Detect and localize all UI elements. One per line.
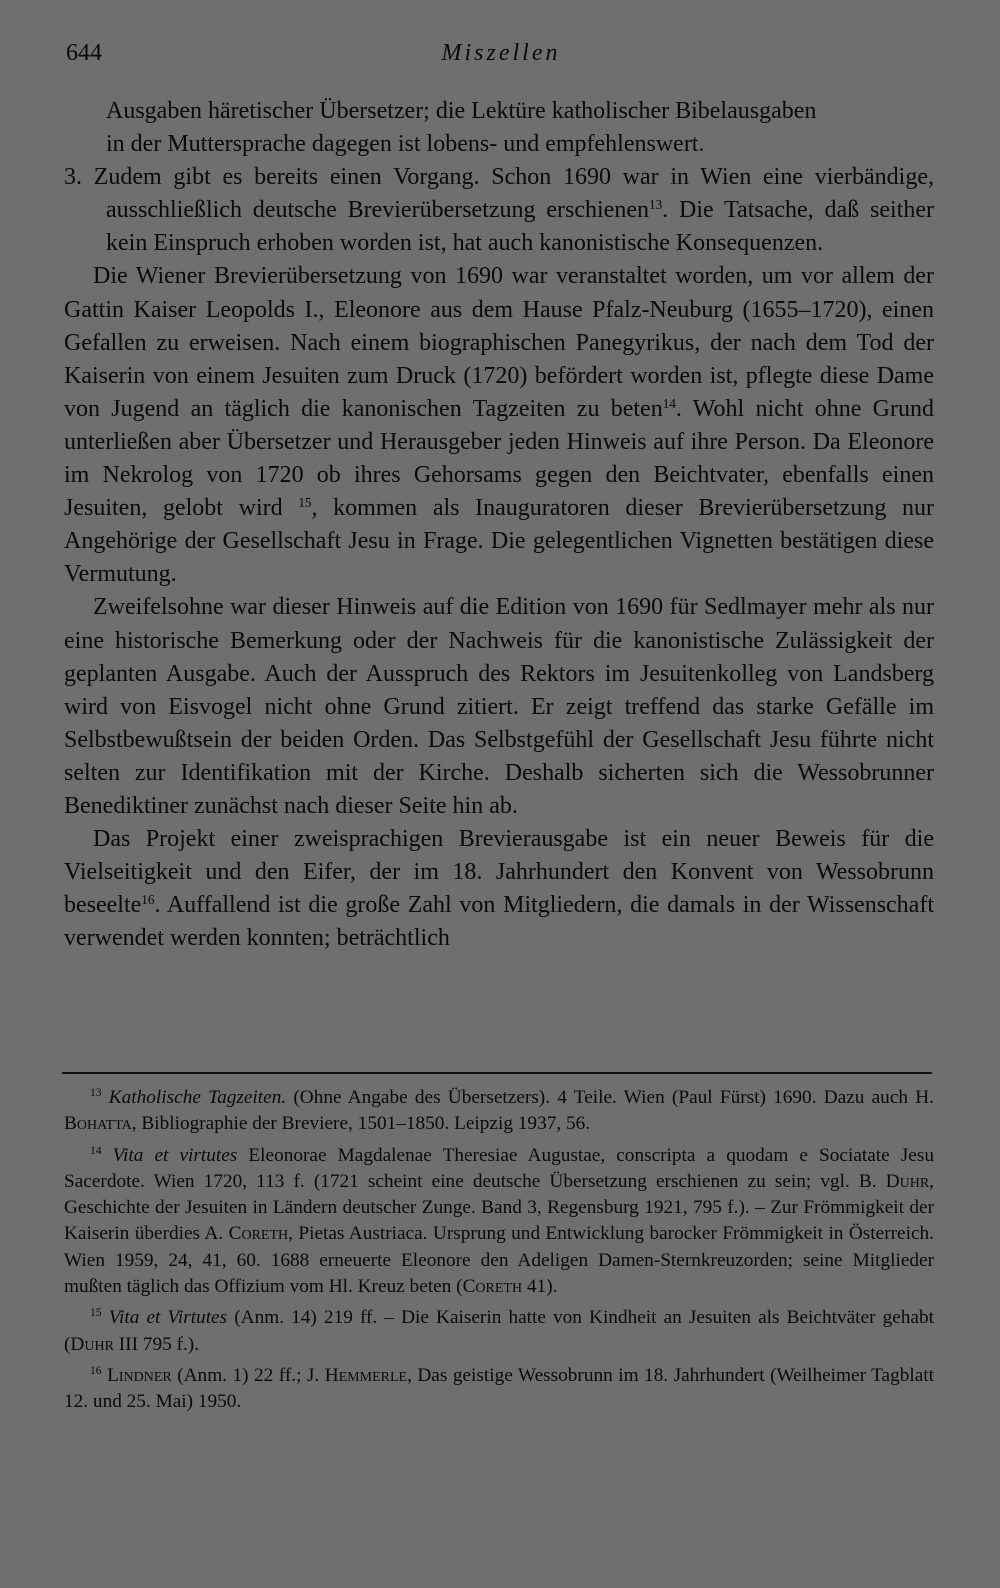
- paragraph-5: [64, 823, 934, 955]
- paragraph-1-line-2: in der Muttersprache dagegen ist lobens- und empfehlenswert.: [106, 131, 705, 158]
- footnote-number: 16: [90, 1364, 102, 1378]
- footnote-15: [64, 1305, 934, 1358]
- footnote-text: (Anm. 14) 219 ff. – Die Kaiserin hatte von Kindheit an Jesuiten als Beichtväter gehabt (: [64, 1307, 934, 1355]
- footnote-author: Duhr: [885, 1170, 930, 1192]
- paragraph-3: [64, 260, 934, 591]
- running-head: Miszellen: [441, 40, 561, 66]
- footnote-text: , Das geistige Wessobrunn im 18. Jahrhundert (Weilheimer Tagblatt 12. und 25. Mai) 1950.: [64, 1364, 935, 1413]
- footnote-text: 41).: [522, 1276, 558, 1298]
- footnote-text: III 795 f.).: [113, 1333, 200, 1355]
- footnote-text: (Ohne Angabe des Übersetzers). 4 Teile. Wien (Paul Fürst) 1690. Dazu auch H.: [286, 1087, 934, 1108]
- footnote-text: Eleonorae Magdalenae Theresiae Augustae, conscripta a quodam e Sociatate Jesu Sacerdote. Wien 1720, 113 f. (1721 scheint eine deutsche Übersetzung erschienen zu sein; vgl. B.: [64, 1144, 934, 1192]
- footnote-author: Duhr: [70, 1333, 114, 1355]
- paragraph-1-line-1: Ausgaben häretischer Übersetzer; die Lektüre katholischer Bibelausgaben: [106, 98, 817, 124]
- paragraph-1: [64, 95, 934, 161]
- paragraph-5-text-cont: . Auffallend ist die große Zahl von Mitgliedern, die damals in der Wissenschaft verwendet werden konnten; beträchtlich: [64, 892, 934, 952]
- footnote-16: [64, 1363, 934, 1416]
- page-header: [66, 40, 936, 74]
- footnote-text: , Bibliographie der Breviere, 1501–1850. Leipzig 1937, 56.: [131, 1113, 591, 1135]
- paragraph-2-text: 3. Zudem gibt es bereits einen Vorgang. Schon 1690 war in Wien eine vierbändige, ausschließlich deutsche Brevierübersetzung erschienen: [64, 164, 934, 224]
- footnote-number: 15: [90, 1306, 102, 1320]
- footnote-author: Coreth: [228, 1223, 289, 1245]
- paragraph-5-text: Das Projekt einer zweisprachigen Brevierausgabe ist ein neuer Beweis für die Vielseitigkeit und den Eifer, der im 18. Jahrhundert den Konvent von Wessobrunn beseelte: [64, 826, 934, 919]
- footnote-ref-16: 16: [141, 892, 155, 908]
- footnote-title: Katholische Tagzeiten.: [108, 1087, 287, 1108]
- footnote-text: , Pietas Austriaca. Ursprung und Entwicklung barocker Frömmigkeit in Österreich. Wien 1959, 24, 41, 60. 1688 erneuerte Eleonore den Adeligen Damen-Sternkreuzorden; seine Mitglieder mußten täglich das Offizium vom Hl. Kreuz beten (: [64, 1223, 934, 1298]
- footnote-author: Coreth: [462, 1276, 523, 1298]
- footnote-author: Lindner: [107, 1364, 172, 1386]
- paragraph-2-item-3: [64, 161, 934, 260]
- footnote-divider: [62, 1072, 932, 1074]
- footnote-ref-15: 15: [298, 495, 312, 511]
- paragraph-3-text-cont: . Wohl nicht ohne Grund unterließen aber Übersetzer und Herausgeber jeden Hinweis auf ihre Person. Da Eleonore im Nekrolog von 1720 ob ihres Gehorsams gegen den Beichtvater, ebenfalls einen Jesuiten, gelobt wird: [64, 395, 934, 522]
- footnote-title: Vita et Virtutes: [108, 1307, 228, 1329]
- footnote-author: Hemmerle: [324, 1364, 408, 1386]
- footnote-title: Vita et virtutes: [112, 1144, 238, 1166]
- footnote-ref-13: 13: [648, 197, 663, 213]
- footnote-14: [64, 1143, 934, 1301]
- footnote-text: (Anm. 1) 22 ff.; J.: [171, 1364, 325, 1386]
- footnote-number: 13: [90, 1086, 102, 1100]
- paragraph-3-text: Die Wiener Brevierübersetzung von 1690 war veranstaltet worden, um vor allem der Gattin Kaiser Leopolds I., Eleonore aus dem Hause Pfalz-Neuburg (1655–1720), einen Gefallen zu erweisen. Nach einem biographischen Panegyrikus, der nach dem Tod der Kaiserin von einem Jesuiten zum Druck (1720) befördert worden ist, pflegte diese Dame von Jugend an täglich die kanonischen Tagzeiten zu beten: [64, 263, 934, 422]
- footnote-13: [64, 1085, 934, 1138]
- footnotes: [64, 1085, 934, 1421]
- paragraph-2-text-cont: . Die Tatsache, daß seither kein Einspruch erhoben worden ist, hat auch kanonistische Konsequenzen.: [106, 197, 934, 257]
- paragraph-3-text-end: , kommen als Inauguratoren dieser Brevierübersetzung nur Angehörige der Gesellschaft Jesu in Frage. Die gelegentlichen Vignetten bestätigen diese Vermutung.: [64, 495, 934, 588]
- footnote-number: 14: [90, 1143, 102, 1157]
- page-number: 644: [66, 40, 102, 66]
- footnote-author: Bohatta: [64, 1113, 132, 1135]
- footnote-text: , Geschichte der Jesuiten in Ländern deutscher Zunge. Band 3, Regensburg 1921, 795 f.). – Zur Frömmigkeit der Kaiserin überdies A.: [64, 1170, 934, 1245]
- footnote-ref-14: 14: [662, 395, 676, 411]
- paragraph-4: Zweifelsohne war dieser Hinweis auf die Edition von 1690 für Sedlmayer mehr als nur eine historische Bemerkung oder der Nachweis für die kanonistische Zulässigkeit der geplanten Ausgabe. Auch der Ausspruch des Rektors im Jesuitenkolleg von Landsberg wird von Eisvogel nicht ohne Grund zitiert. Er zeigt treffend das starke Gefälle im Selbstbewußtsein der beiden Orden. Das Selbstgefühl der Gesellschaft Jesu führte nicht selten zur Identifikation mit der Kirche. Deshalb sicherten sich die Wessobrunner Benediktiner zunächst nach dieser Seite hin ab.: [64, 594, 934, 819]
- body-text: [64, 95, 934, 955]
